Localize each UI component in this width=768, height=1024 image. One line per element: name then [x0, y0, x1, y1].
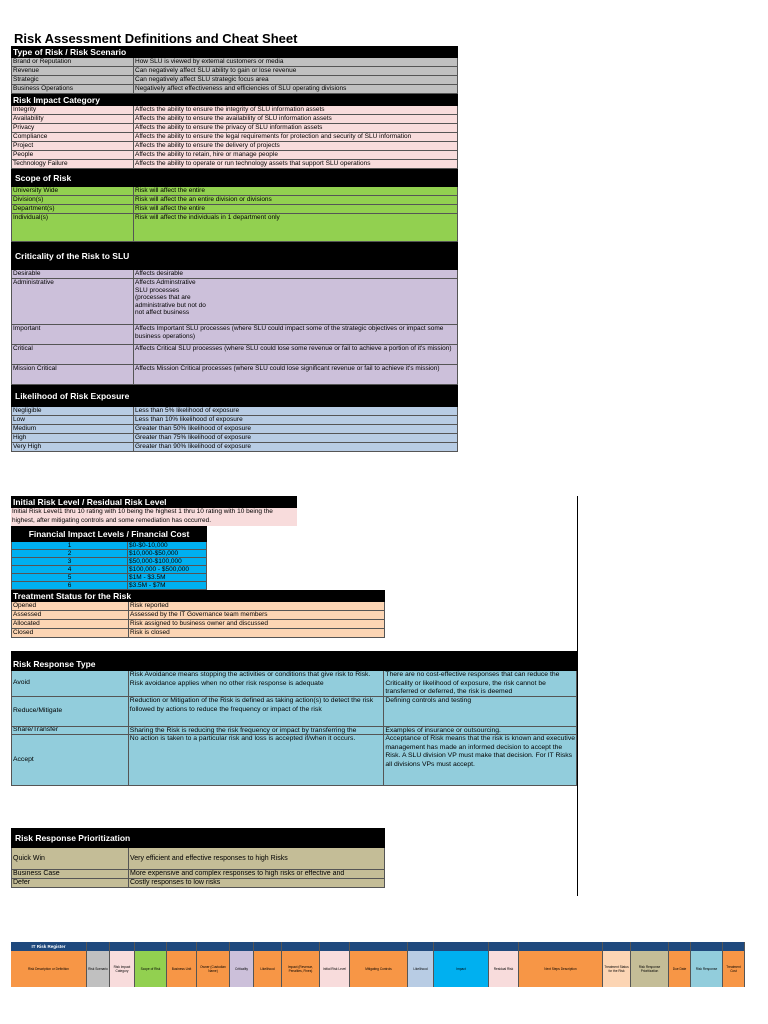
prioritization-row [11, 879, 385, 888]
likelihood-row [11, 416, 458, 425]
criticality-row [11, 345, 458, 365]
register-column-top [631, 942, 668, 951]
register-title: IT Risk Register [11, 942, 86, 951]
cell: Closed [11, 629, 129, 638]
criticality-header: Criticality of the Risk to SLU [11, 242, 458, 270]
cell: Affects the ability to ensure the integrity of SLU information assets [134, 106, 458, 115]
prioritization-header: Risk Response Prioritization [11, 828, 385, 848]
cell: Privacy [11, 124, 134, 133]
likelihood-table [11, 407, 458, 452]
response-type-row [11, 727, 577, 735]
cell: Compliance [11, 133, 134, 142]
scope-row [11, 196, 458, 205]
cell: Affects Adminstrative SLU processes (processes that are administrative but not do not affect business [134, 279, 458, 325]
register-column [282, 942, 320, 987]
financial-header: Financial Impact Levels / Financial Cost [11, 526, 207, 542]
reference-sheet [11, 496, 578, 896]
cell: Affects the ability to ensure the availability of SLU information assets [134, 115, 458, 124]
register-column-top [320, 942, 349, 951]
impact-category-row [11, 115, 458, 124]
register-column-label: Risk Description or Definition [11, 951, 86, 987]
financial-row [11, 550, 207, 558]
cell: Reduce/Mitigate [11, 697, 129, 727]
register-column-label: Scope of Risk [135, 951, 166, 987]
register-column-label: Next Steps Description [519, 951, 602, 987]
criticality-table [11, 270, 458, 385]
cell: Risk will affect the entire [134, 205, 458, 214]
cell: Greater than 90% likelihood of exposure [134, 443, 458, 452]
register-column [230, 942, 254, 987]
cell: Business Case [11, 870, 129, 879]
register-column [669, 942, 691, 987]
register-column-top [282, 942, 319, 951]
register-column-top [230, 942, 253, 951]
criticality-row [11, 279, 458, 325]
cell: Affects desirable [134, 270, 458, 279]
cell: $10,000-$50,000 [128, 550, 207, 558]
criticality-row [11, 270, 458, 279]
prioritization-table [11, 848, 385, 888]
register-column-top [110, 942, 134, 951]
cell: Examples of insurance or outsourcing. [384, 727, 577, 735]
impact-category-row [11, 151, 458, 160]
register-column-top [489, 942, 518, 951]
cell: Affects the ability to retain, hire or manage people [134, 151, 458, 160]
register-column [408, 942, 434, 987]
cell: Project [11, 142, 134, 151]
likelihood-header: Likelihood of Risk Exposure [11, 385, 458, 407]
treatment-row [11, 629, 385, 638]
register-column-top [135, 942, 166, 951]
cell: Less than 5% likelihood of exposure [134, 407, 458, 416]
register-column [691, 942, 723, 987]
cell: Technology Failure [11, 160, 134, 169]
financial-row [11, 558, 207, 566]
register-column-label: Likelihood [408, 951, 433, 987]
initial-risk-header: Initial Risk Level / Residual Risk Level [11, 496, 297, 508]
cell: 5 [11, 574, 128, 582]
cell: Affects Critical SLU processes (where SLU could lose some revenue or fail to achieve a portion of it's mission) [134, 345, 458, 365]
cell: Affects the ability to operate or run technology assets that support SLU operations [134, 160, 458, 169]
register-column [197, 942, 230, 987]
register-column [135, 942, 167, 987]
cell: Division(s) [11, 196, 134, 205]
register-column-label: Risk Scenario [87, 951, 109, 987]
impact-category-row [11, 142, 458, 151]
likelihood-row [11, 407, 458, 416]
cell: 1 [11, 542, 128, 550]
register-column [320, 942, 350, 987]
impact-category-row [11, 160, 458, 169]
risk-register-strip [11, 942, 753, 987]
cell: Less than 10% likelihood of exposure [134, 416, 458, 425]
cell: There are no cost-effective responses that can reduce the Criticality or likelihood of exposure, the risk cannot be transferred or deferred, the risk is deemed [384, 671, 577, 697]
cell: 6 [11, 582, 128, 590]
register-column [489, 942, 519, 987]
register-column-label: Due Date [669, 951, 690, 987]
scope-row [11, 187, 458, 196]
definitions-sheet [11, 46, 458, 452]
cell: Opened [11, 602, 129, 611]
financial-row [11, 574, 207, 582]
register-column-label: Treatment Cost [723, 951, 744, 987]
cell: Greater than 50% likelihood of exposure [134, 425, 458, 434]
prioritization-row [11, 870, 385, 879]
register-column-top [254, 942, 281, 951]
cell: Assessed by the IT Governance team members [129, 611, 385, 620]
register-column-label: Owner (Custodian Name) [197, 951, 229, 987]
register-column-label: Business Unit [167, 951, 196, 987]
register-column-top [197, 942, 229, 951]
response-type-row [11, 671, 577, 697]
cell: Risk is closed [129, 629, 385, 638]
cell: No action is taken to a particular risk and loss is accepted if/when it occurs. [129, 735, 385, 786]
register-column-top [669, 942, 690, 951]
type-of-risk-row [11, 67, 458, 76]
cell: More expensive and complex responses to high risks or effective and [129, 870, 385, 879]
cell: Business Operations [11, 85, 134, 94]
prioritization-row [11, 848, 385, 870]
cell: Affects Mission Critical processes (where SLU could lose significant revenue or fail to achieve it's mission) [134, 365, 458, 385]
cell: Defining controls and testing [384, 697, 577, 727]
likelihood-row [11, 443, 458, 452]
register-column [434, 942, 489, 987]
type-of-risk-header: Type of Risk / Risk Scenario [11, 46, 458, 58]
register-column [723, 942, 745, 987]
cell: $3.5M - $7M [128, 582, 207, 590]
cell: Can negatively affect SLU ability to gain or lose revenue [134, 67, 458, 76]
register-column [519, 942, 603, 987]
scope-header: Scope of Risk [11, 169, 458, 187]
cell: Risk assigned to business owner and discussed [129, 620, 385, 629]
cell: Administrative [11, 279, 134, 325]
likelihood-row [11, 434, 458, 443]
cell: Negatively affect effectiveness and efficiencies of SLU operating divisions [134, 85, 458, 94]
criticality-row [11, 365, 458, 385]
financial-table [11, 542, 207, 590]
cell: How SLU is viewed by external customers or media [134, 58, 458, 67]
cell: University Wide [11, 187, 134, 196]
cell: Risk reported [129, 602, 385, 611]
cell: Affects the ability to ensure the legal requirements for protection and security of SLU information [134, 133, 458, 142]
impact-category-row [11, 106, 458, 115]
likelihood-row [11, 425, 458, 434]
register-column [87, 942, 110, 987]
register-column-label: Impact [434, 951, 488, 987]
cell: Medium [11, 425, 134, 434]
register-column [110, 942, 135, 987]
cell: Revenue [11, 67, 134, 76]
cell: Desirable [11, 270, 134, 279]
cell: Strategic [11, 76, 134, 85]
register-column-top [350, 942, 407, 951]
scope-table [11, 187, 458, 242]
cell: Department(s) [11, 205, 134, 214]
initial-risk-text: Initial Risk Level1 thru 10 rating with 10 being the highest 1 thru 10 rating with 10 being the highest, after mitigating controls and some remediation has occurred. [11, 508, 297, 526]
cell: Critical [11, 345, 134, 365]
treatment-row [11, 611, 385, 620]
register-column [350, 942, 408, 987]
cell: Sharing the Risk is reducing the risk frequency or impact by transferring the [129, 727, 385, 735]
response-type-row [11, 697, 577, 727]
cell: Risk will affect the an entire division or divisions [134, 196, 458, 205]
cell: Accept [11, 735, 129, 786]
cell: $100,000 - $500,000 [128, 566, 207, 574]
register-column-top [408, 942, 433, 951]
cell: Affects the ability to ensure the privacy of SLU information assets [134, 124, 458, 133]
cell: Individual(s) [11, 214, 134, 242]
cell: Avoid [11, 671, 129, 697]
cell: $1M - $3.5M [128, 574, 207, 582]
register-column [254, 942, 282, 987]
cell: Defer [11, 879, 129, 888]
cell: 3 [11, 558, 128, 566]
cell: Availability [11, 115, 134, 124]
register-column-top [519, 942, 602, 951]
register-column-top [691, 942, 722, 951]
register-column-top [723, 942, 744, 951]
cell: Important [11, 325, 134, 345]
cell: Assessed [11, 611, 129, 620]
cell: Risk will affect the entire [134, 187, 458, 196]
register-column-label: Likelihood [254, 951, 281, 987]
cell: Low [11, 416, 134, 425]
impact-category-row [11, 133, 458, 142]
cell: Reduction or Mitigation of the Risk is defined as taking action(s) to detect the risk followed by actions to reduce the frequency or impact of the risk [129, 697, 385, 727]
register-column-top [167, 942, 196, 951]
cell: Quick Win [11, 848, 129, 870]
treatment-header: Treatment Status for the Risk [11, 590, 385, 602]
cell: Greater than 75% likelihood of exposure [134, 434, 458, 443]
cell: Risk Avoidance means stopping the activities or conditions that give risk to Risk. Risk avoidance applies when no other risk response is adequate [129, 671, 385, 697]
response-type-row [11, 735, 577, 786]
response-type-header: Risk Response Type [11, 651, 578, 671]
cell: $0-$0-10,000 [128, 542, 207, 550]
cell: $50,000-$100,000 [128, 558, 207, 566]
register-column-label: Criticality [230, 951, 253, 987]
cell: Integrity [11, 106, 134, 115]
cell: Very High [11, 443, 134, 452]
cell: Can negatively affect SLU strategic focus area [134, 76, 458, 85]
page-title: Risk Assessment Definitions and Cheat Sheet [14, 31, 298, 46]
financial-row [11, 566, 207, 574]
cell: Costly responses to low risks [129, 879, 385, 888]
register-column-label: Risk Impact Category [110, 951, 134, 987]
register-column-label: Mitigating Controls [350, 951, 407, 987]
financial-row [11, 542, 207, 550]
impact-category-table [11, 106, 458, 169]
cell: People [11, 151, 134, 160]
cell: Negligible [11, 407, 134, 416]
scope-row [11, 214, 458, 242]
financial-row [11, 582, 207, 590]
register-column-label: Risk Response Prioritization [631, 951, 668, 987]
register-column [167, 942, 197, 987]
cell: Allocated [11, 620, 129, 629]
register-column-label: Initial Risk Level [320, 951, 349, 987]
register-column-top [87, 942, 109, 951]
cell: 4 [11, 566, 128, 574]
register-column [631, 942, 669, 987]
treatment-row [11, 602, 385, 611]
cell: Acceptance of Risk means that the risk is known and executive management has made an informed decision to accept the Risk. A SLU division VP must make that decision. For IT Risks all divisions VPs must accept. [384, 735, 577, 786]
register-column [11, 942, 87, 987]
cell: Brand or Reputation [11, 58, 134, 67]
type-of-risk-row [11, 85, 458, 94]
cell: Affects Important SLU processes (where SLU could impact some of the strategic objectives or impact some business operations) [134, 325, 458, 345]
type-of-risk-row [11, 58, 458, 67]
register-column-label: Risk Response [691, 951, 722, 987]
cell: 2 [11, 550, 128, 558]
impact-category-row [11, 124, 458, 133]
register-column [603, 942, 631, 987]
cell: Very efficient and effective responses to high Risks [129, 848, 385, 870]
impact-category-header: Risk Impact Category [11, 94, 458, 106]
response-type-table [11, 671, 577, 786]
cell: High [11, 434, 134, 443]
cell: Risk will affect the individuals in 1 department only [134, 214, 458, 242]
cell: Share/Transfer [11, 727, 129, 735]
type-of-risk-table [11, 58, 458, 94]
cell: Mission Critical [11, 365, 134, 385]
register-column-top [603, 942, 630, 951]
scope-row [11, 205, 458, 214]
criticality-row [11, 325, 458, 345]
type-of-risk-row [11, 76, 458, 85]
register-column-label: Residual Risk [489, 951, 518, 987]
register-column-top [434, 942, 488, 951]
register-column-label: Impact (Revenue, Penalties, Fines) [282, 951, 319, 987]
register-column-label: Treatment Status for the Risk [603, 951, 630, 987]
treatment-row [11, 620, 385, 629]
cell: Affects the ability to ensure the delivery of projects [134, 142, 458, 151]
treatment-table [11, 602, 385, 638]
